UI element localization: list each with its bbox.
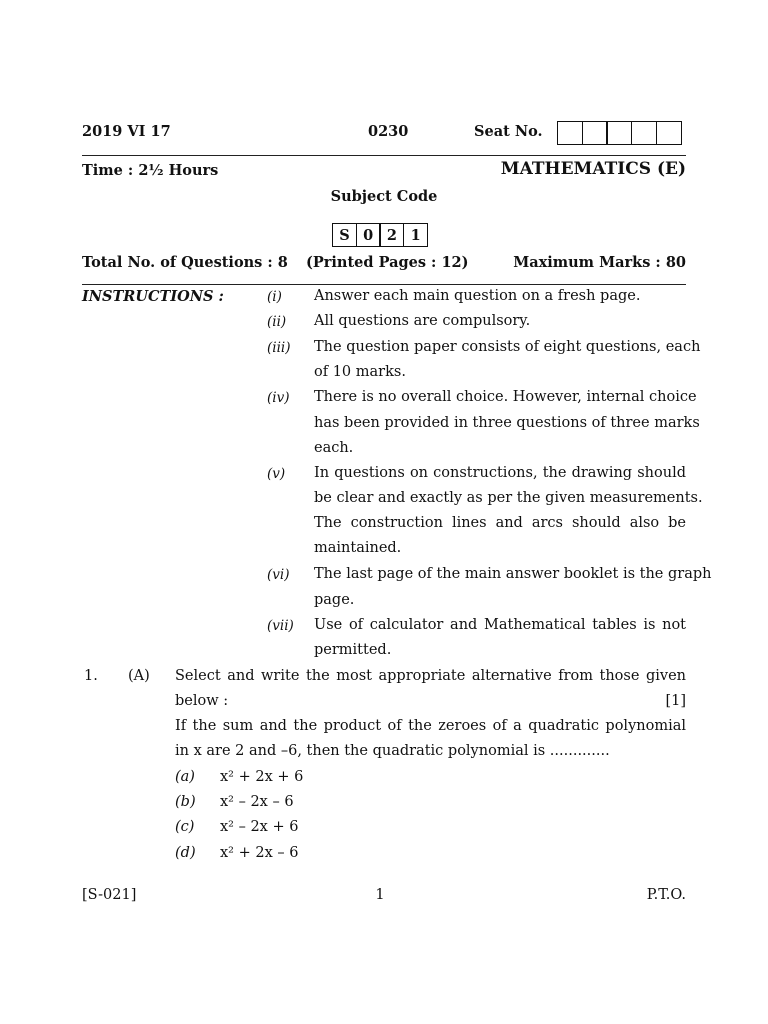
instruction-text: In questions on constructions, the drawing should [314, 465, 686, 481]
please-turn-over: P.T.O. [646, 887, 686, 903]
instruction-text: page. [314, 592, 355, 608]
subject-code-label: Subject Code [330, 188, 438, 205]
seat-number-box [582, 121, 608, 145]
instruction-number: (vii) [267, 618, 294, 634]
seat-number-boxes [557, 121, 682, 145]
option-label: (d) [175, 845, 196, 861]
seat-number-box [631, 121, 657, 145]
page-number: 1 [375, 887, 385, 903]
option-expression: x² + 2x – 6 [220, 845, 299, 861]
paper-code: 0230 [368, 123, 409, 140]
instruction-number: (vi) [267, 567, 290, 583]
instruction-text: of 10 marks. [314, 364, 406, 380]
instructions-divider [82, 284, 686, 285]
exam-code: 2019 VI 17 [82, 123, 171, 140]
option-expression: x² – 2x + 6 [220, 819, 299, 835]
instruction-number: (i) [267, 289, 282, 305]
instruction-text: The question paper consists of eight questions, each [314, 339, 701, 355]
instruction-text: permitted. [314, 642, 392, 658]
printed-pages: (Printed Pages : 12) [306, 254, 469, 271]
option-expression: x² – 2x – 6 [220, 794, 294, 810]
option-label: (a) [175, 769, 195, 785]
instruction-number: (v) [267, 466, 286, 482]
instruction-number: (ii) [267, 314, 287, 330]
instruction-text: There is no overall choice. However, internal choice [314, 389, 697, 405]
question-marks: [1] [665, 693, 686, 709]
option-label: (c) [175, 819, 195, 835]
question-prompt: below : [175, 693, 229, 709]
header-divider [82, 155, 686, 156]
instruction-text: be clear and exactly as per the given measurements. [314, 490, 703, 506]
option-expression: x² + 2x + 6 [220, 769, 304, 785]
time-allowed: Time : 2½ Hours [82, 162, 219, 179]
seat-number-box [656, 121, 682, 145]
question-prompt: Select and write the most appropriate alternative from those given [175, 668, 686, 684]
instruction-text: Use of calculator and Mathematical tables is not [314, 617, 686, 633]
instruction-number: (iii) [267, 340, 291, 356]
instructions-heading: INSTRUCTIONS : [82, 288, 224, 305]
instruction-text: each. [314, 440, 354, 456]
instruction-text: The construction lines and arcs should also be [314, 515, 686, 531]
instruction-number: (iv) [267, 390, 290, 406]
question-number: 1. [84, 668, 98, 684]
option-label: (b) [175, 794, 196, 810]
maximum-marks: Maximum Marks : 80 [513, 254, 686, 271]
footer-paper-code: [S-021] [82, 887, 137, 903]
instruction-text: Answer each main question on a fresh page. [314, 288, 641, 304]
seat-number-box [606, 121, 632, 145]
question-part: (A) [128, 668, 150, 684]
instruction-text: maintained. [314, 540, 402, 556]
subject-code-char: 2 [379, 223, 404, 247]
seat-number-label: Seat No. [474, 123, 543, 140]
subject-code-char: S [332, 223, 357, 247]
subject-code-char: 0 [356, 223, 381, 247]
subject-code-char: 1 [403, 223, 428, 247]
instruction-text: has been provided in three questions of three marks [314, 415, 700, 431]
total-questions: Total No. of Questions : 8 [82, 254, 288, 271]
question-stem: If the sum and the product of the zeroes of a quadratic polynomial [175, 718, 686, 734]
instruction-text: The last page of the main answer booklet is the graph [314, 566, 712, 582]
question-stem: in x are 2 and –6, then the quadratic polynomial is ............. [175, 743, 610, 759]
subject-code-boxes [332, 223, 428, 247]
instruction-text: All questions are compulsory. [314, 313, 531, 329]
subject-title: MATHEMATICS (E) [500, 159, 686, 179]
seat-number-box [557, 121, 583, 145]
